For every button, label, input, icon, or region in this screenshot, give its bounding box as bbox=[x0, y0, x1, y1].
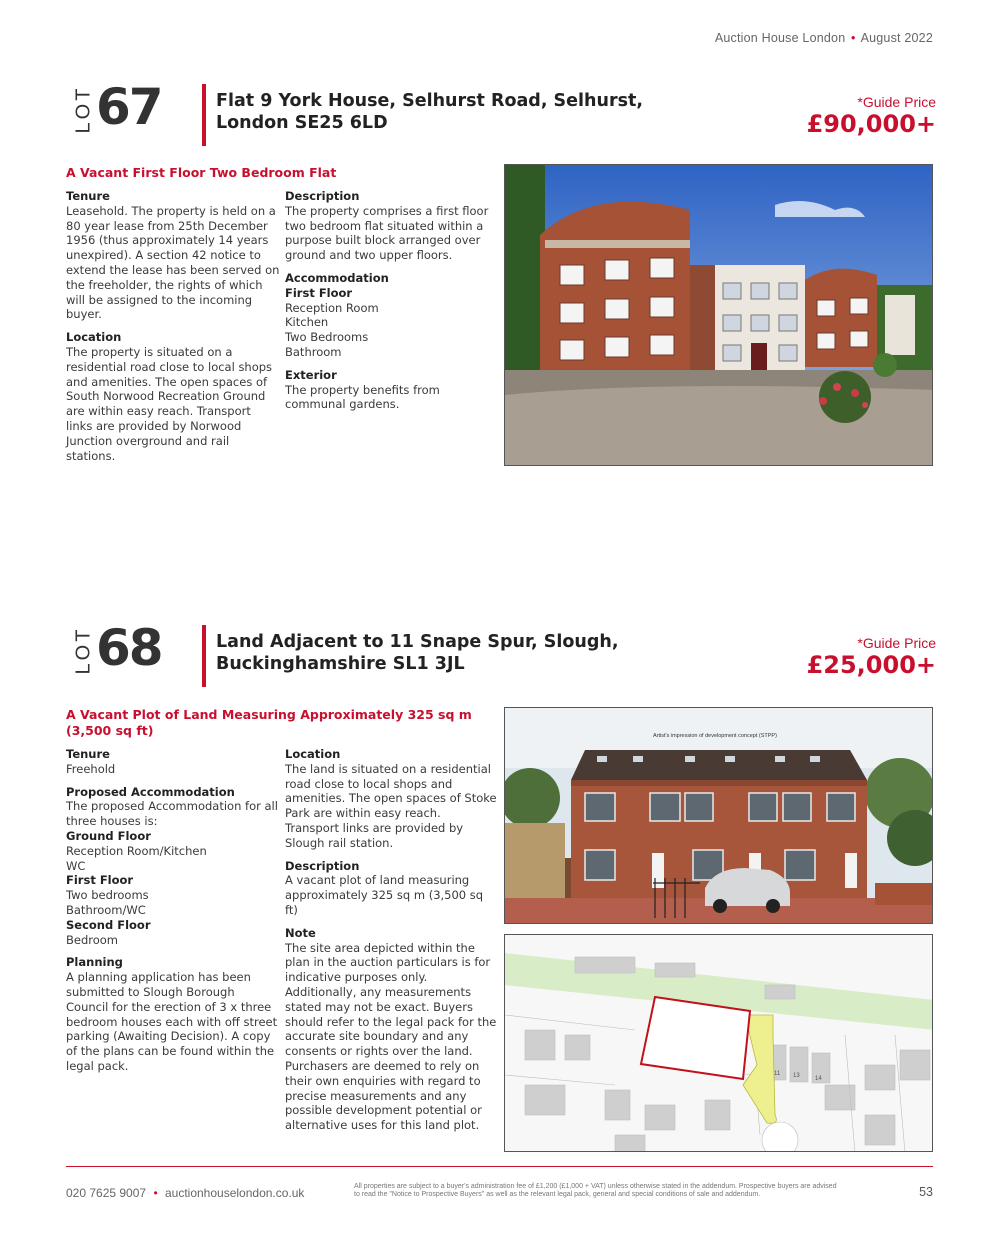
lot-67-column-right bbox=[285, 189, 497, 412]
room-item: Two Bedrooms bbox=[285, 330, 369, 345]
location-text: The land is situated on a residential road close to local shops and amenities. The open spaces of Stoke Park are within easy reach. Transport links are provided by Slough rail station. bbox=[285, 761, 497, 850]
exterior-text: The property benefits from communal gardens. bbox=[285, 382, 440, 412]
lot-68-column-right bbox=[285, 747, 497, 1133]
guide-price-block bbox=[807, 635, 936, 679]
room-item: Reception Room/Kitchen bbox=[66, 843, 207, 858]
website-link[interactable]: auctionhouselondon.co.uk bbox=[164, 1186, 305, 1200]
lot-number: 67 bbox=[96, 78, 162, 136]
phone-number[interactable]: 020 7625 9007 bbox=[66, 1186, 147, 1200]
ground-floor-heading: Ground Floor bbox=[66, 828, 151, 843]
tenure-heading: Tenure bbox=[66, 189, 110, 203]
floor-heading: First Floor bbox=[285, 285, 353, 300]
page-number: 53 bbox=[919, 1185, 933, 1199]
property-photo bbox=[504, 164, 933, 466]
guide-price-label: *Guide Price bbox=[857, 94, 936, 110]
footer-divider bbox=[66, 1166, 933, 1167]
lot-title: Land Adjacent to 11 Snape Spur, Slough, Buckinghamshire SL1 3JL bbox=[216, 632, 619, 674]
note-text: The site area depicted within the plan in the auction particulars is for indicative purposes only. Additionally, any measurements stated may not be exact. Buyers should refer to the legal pack for the accurate site boundary and any consents or rights over the land. Purchasers are deemed to rely on their own enquiries with regard to precise measurements and any possible development potential or alternative uses for this land plot. bbox=[285, 940, 497, 1133]
lot-68-column-left bbox=[66, 747, 280, 1074]
render-caption: Artist's impression of development concept (STPP) bbox=[653, 733, 777, 739]
room-item: Two bedrooms bbox=[66, 888, 149, 903]
description-text: The property comprises a first floor two bedroom flat situated within a purpose built block arranged over ground and two upper floors. bbox=[285, 203, 489, 263]
tenure-text: Freehold bbox=[66, 761, 116, 776]
page-header bbox=[715, 31, 933, 45]
room-item: Bedroom bbox=[66, 932, 119, 947]
lot-subtitle: A Vacant Plot of Land Measuring Approximately 325 sq m (3,500 sq ft) bbox=[66, 707, 472, 738]
site-plan-map bbox=[505, 935, 933, 1152]
lot-divider bbox=[202, 84, 206, 146]
guide-price-label: *Guide Price bbox=[857, 635, 936, 651]
development-render bbox=[504, 707, 933, 924]
lot-67-column-left bbox=[66, 189, 280, 463]
houses-render-illustration bbox=[505, 708, 933, 924]
guide-price: £90,000+ bbox=[806, 110, 936, 138]
location-heading: Location bbox=[285, 747, 341, 761]
proposed-accommodation-text: The proposed Accommodation for all three houses is: bbox=[66, 799, 278, 829]
room-item: Bathroom/WC bbox=[66, 902, 146, 917]
site-plan bbox=[504, 934, 933, 1152]
lot-title: Flat 9 York House, Selhurst Road, Selhurst, London SE25 6LD bbox=[216, 91, 644, 133]
footer-disclaimer: All properties are subject to a buyer's administration fee of £1,200 (£1,000 + VAT) unless otherwise stated in the addendum. Prospective buyers are advised to read the "Notice to Prospective Buyers" as well as the relevant legal pack, general and special conditions of sale and addendum. bbox=[354, 1183, 837, 1198]
issue-date: August 2022 bbox=[860, 31, 933, 45]
description-heading: Description bbox=[285, 189, 360, 203]
lot-number: 68 bbox=[96, 619, 162, 677]
location-heading: Location bbox=[66, 330, 122, 345]
tenure-heading: Tenure bbox=[66, 747, 110, 761]
lot-label: LOT bbox=[72, 85, 95, 134]
plan-plot-number: 14 bbox=[815, 1076, 822, 1082]
description-heading: Description bbox=[285, 858, 360, 873]
first-floor-heading: First Floor bbox=[66, 873, 134, 888]
lot-divider bbox=[202, 625, 206, 687]
planning-text: A planning application has been submitted to Slough Borough Council for the erection of 3 x three bedroom houses each with off street parking (Awaiting Decision). A copy of the plans can be found within the legal pack. bbox=[66, 970, 278, 1073]
header-separator: • bbox=[851, 31, 856, 45]
description-text: A vacant plot of land measuring approximately 325 sq m (3,500 sq ft) bbox=[285, 873, 484, 917]
proposed-accommodation-heading: Proposed Accommodation bbox=[66, 784, 235, 799]
footer-contact bbox=[66, 1186, 304, 1200]
footer-separator: • bbox=[153, 1186, 158, 1200]
guide-price-block bbox=[807, 94, 936, 138]
building-photo-illustration bbox=[505, 165, 933, 466]
plan-plot-number: 13 bbox=[793, 1073, 800, 1079]
publisher-name: Auction House London bbox=[714, 31, 846, 45]
room-item: Reception Room bbox=[285, 300, 379, 315]
room-item: Bathroom bbox=[285, 344, 342, 359]
lot-label: LOT bbox=[72, 626, 95, 675]
location-text: The property is situated on a residential road close to local shops and amenities. The open spaces of South Norwood Recreation Ground are within easy reach. Transport links are provided by Norwood Junction overground and rail stations. bbox=[66, 344, 273, 463]
note-heading: Note bbox=[285, 925, 316, 940]
planning-heading: Planning bbox=[66, 955, 123, 970]
lot-subtitle: A Vacant First Floor Two Bedroom Flat bbox=[66, 165, 337, 180]
exterior-heading: Exterior bbox=[285, 367, 337, 382]
second-floor-heading: Second Floor bbox=[66, 917, 151, 932]
guide-price: £25,000+ bbox=[806, 651, 936, 679]
room-item: WC bbox=[66, 858, 86, 873]
accommodation-heading: Accommodation bbox=[285, 270, 389, 285]
plan-plot-number: 11 bbox=[774, 1071, 781, 1077]
tenure-text: Leasehold. The property is held on a 80 year lease from 25th December 1956 (thus approximately 14 years unexpired). A section 42 notice to extend the lease has been served on the freeholder, the rights of which will be assigned to the incoming buyer. bbox=[66, 203, 280, 322]
room-item: Kitchen bbox=[285, 315, 329, 330]
